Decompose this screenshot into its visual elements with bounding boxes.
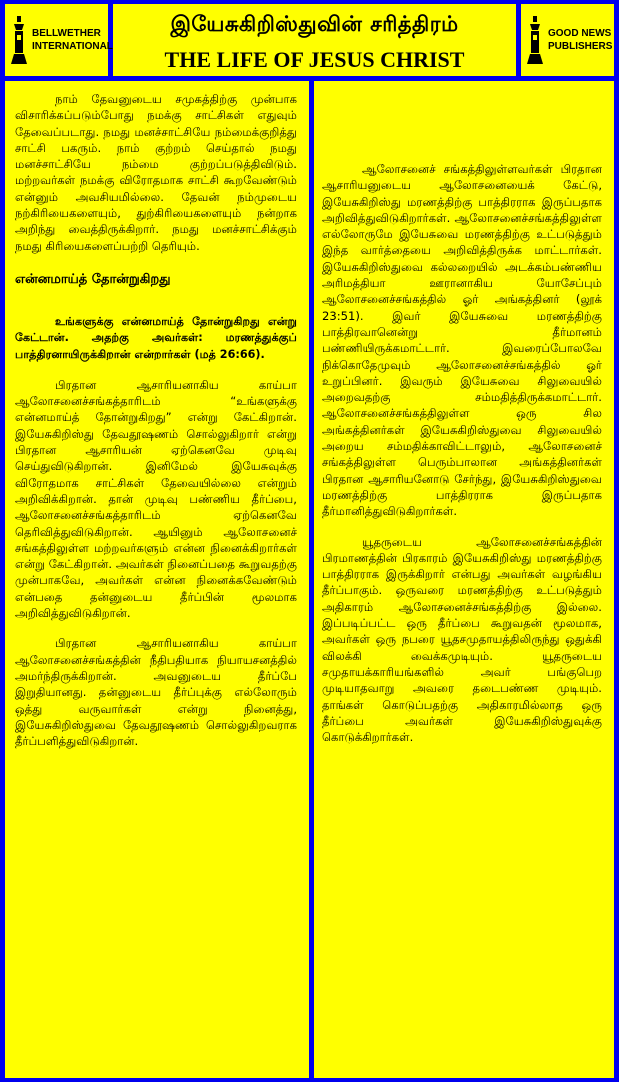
bible-verse: உங்களுக்கு என்னமாய்த் தோன்றுகிறது என்று கேட்டான். அதற்கு அவர்கள்: மரணத்துக்குப் பாத்திரனாயிருக்கிறான் என்றார்கள் (மத் 26:66). bbox=[15, 314, 297, 361]
left-paragraph-1: நாம் தேவனுடைய சமுகத்திற்கு முன்பாக விசாரிக்கப்படும்போது நமக்கு சாட்சிகள் எதுவும் தேவைப்படாது. நமது மனச்சாட்சியே நம்மைக்குறித்து சாட்சி பகரும். நாம் குற்றம் செய்தால் நமது மனச்சாட்சியே நம்மை குற்றப்படுத்திவிடும். மற்றவர்கள் நமக்கு விரோதமாக சாட்சி கூறவேண்டும் என்னும் அவசியமில்லை. தேவன் நம்முடைய நற்கிரியைகளையும், துற்கிரியைகளையும் நன்றாக அறிந்து வைத்திருக்கிறார். நமது மனச்சாட்சிக்கும் நமது கிரியைகளைப்பற்றி தெரியும். bbox=[15, 92, 297, 253]
left-column bbox=[5, 81, 309, 1078]
bellwether-logo bbox=[5, 4, 113, 76]
logo-right-line1: GOOD NEWS bbox=[548, 28, 612, 39]
header-title-box bbox=[113, 4, 516, 76]
logo-right-line2: PUBLISHERS bbox=[548, 41, 613, 52]
right-paragraph-1: ஆலோசனைச் சங்கத்திலுள்ளவர்கள் பிரதான ஆசாரியனுடைய ஆலோசனையைக் கேட்டு, இயேசுகிறிஸ்து மரணத்திற்கு பாத்திரராக இருப்பதாக அறிவித்துவிடுகிறார்கள். ஆலோசனைச்சங்கத்திலுள்ள எல்லோருமே இயேசுவை மரணத்திற்கு உட்படுத்தும் இந்த வார்த்தையை அறிவித்திருக்க மாட்டார்கள். இயேசுகிறிஸ்துவை கல்லறையில் அடக்கம்பண்ணிய அரிமத்தியா ஊரானாகிய யோசேப்பும் ஆலோசனைச்சங்கத்தில் ஓர் அங்கத்தினர் (லூக் 23:51). இவர் இயேசுவை மரணத்திற்கு பாத்திரவானென்று தீர்மானம் பண்ணியிருக்கமாட்டார். இவரைப்போலவே நிக்கொதேமுவும் ஆலோசனைச்சங்கத்தில் ஓர் உறுப்பினர். இவரும் இயேசுவை சிலுவையில் அறைவதற்கு சம்மதித்திருக்கமாட்டார். ஆலோசனைச்சங்கத்திலுள்ள ஒரு சில அங்கத்தினர்கள் இயேசுகிறிஸ்துவை சிலுவையில் அறைய சம்மதிக்காவிட்டாலும், ஆலோசனைச் சங்கத்திலுள்ள பெரும்பாலான அங்கத்தினர்கள் பிரதான ஆசாரியனோடு சேர்ந்து, இயேசுகிறிஸ்துவை மரணத்திற்கு பாத்திரராக இருப்பதாக தீர்மானித்துவிடுகிறார்கள். bbox=[322, 162, 602, 519]
tower-icon bbox=[525, 16, 545, 64]
logo-left-line2: INTERNATIONAL bbox=[32, 41, 113, 52]
section-heading: என்னமாய்த் தோன்றுகிறது bbox=[15, 271, 171, 287]
right-paragraph-2: யூதருடைய ஆலோசனைச்சங்கத்தின் பிரமாணத்தின் பிரகாரம் இயேசுகிறிஸ்து மரணத்திற்கு பாத்திரராக இருக்கிறார் என்பது அவர்கள் வழங்கிய தீர்ப்பாகும். ஒருவரை மரணத்திற்கு உட்படுத்தும் அதிகாரம் ஆலோசனைச்சங்கத்திற்கு இல்லை. இப்படிப்பட்ட ஒரு தீர்ப்பை கூறுவதன் மூலமாக, அவர்கள் ஒரு நபரை யூதசமுதாயத்திலிருந்து ஒதுக்கி விலக்கி வைக்கமுடியும். யூதருடைய சமுதாயக்காரியங்களில் அவர் பங்குபெற முடியாதவாறு அவரை தடைபண்ண முடியும். தாங்கள் கொடுப்பதற்கு அதிகாரமில்லாத ஒரு தீர்ப்பை அவர்கள் இயேசுகிறிஸ்துவுக்கு கொடுக்கிறார்கள். bbox=[322, 534, 602, 745]
left-paragraph-3: பிரதான ஆசாரியனாகிய காய்பா ஆலோசனைச்சங்கத்தின் நீதிபதியாக நியாயசனத்தில் அமர்ந்திருக்கிறான். அவனுடைய தீர்ப்பே இறுதியானது. தன்னுடைய தீர்ப்புக்கு எல்லோரும் ஒத்து வருவார்கள் என்று நினைத்து, இயேசுகிறிஸ்துவை தேவதூஷணம் சொல்லுகிறவராக தீர்ப்பளித்துவிடுகிறான். bbox=[15, 636, 297, 749]
title-english: THE LIFE OF JESUS CHRIST bbox=[164, 47, 465, 72]
tower-icon bbox=[9, 16, 29, 64]
left-paragraph-2: பிரதான ஆசாரியனாகிய காய்பா ஆலோசனைச்சங்கத்தாரிடம் “உங்களுக்கு என்னமாய்த் தோன்றுகிறது” என்று கேட்கிறான். இயேசுகிறிஸ்து தேவதூஷணம் சொல்லுகிறார் என்று பிரதான ஆசாரியன் ஏற்கெனவே முடிவு செய்துவிடுகிறான். இனிமேல் இயேசுவுக்கு விரோதமாக சாட்சிகள் தேவையில்லை என்றும் அறிவிக்கிறான். தான் முடிவு பண்ணிய தீர்ப்பை, ஆலோசனைச்சங்கத்தாரிடம் ஏற்கெனவே தெரிவித்துவிடுகிறான். ஆயினும் ஆலோசனைச் சங்கத்திலுள்ள மற்றவர்களும் என்ன நினைக்கிறார்கள் என்று கேட்கிறான். அவர்கள் நினைப்பதை கூறுவதற்கு முன்பாகவே, அவர்கள் என்ன நினைக்கவேண்டும் என்பதை தன்னுடைய தீர்ப்பின் மூலமாக அறிவித்துவிடுகிறான். bbox=[15, 377, 297, 621]
logo-left-line1: BELLWETHER bbox=[32, 28, 101, 39]
right-column bbox=[314, 81, 614, 1078]
good-news-logo bbox=[521, 4, 614, 76]
title-tamil: இயேசுகிறிஸ்துவின் சரித்திரம் bbox=[170, 12, 459, 36]
